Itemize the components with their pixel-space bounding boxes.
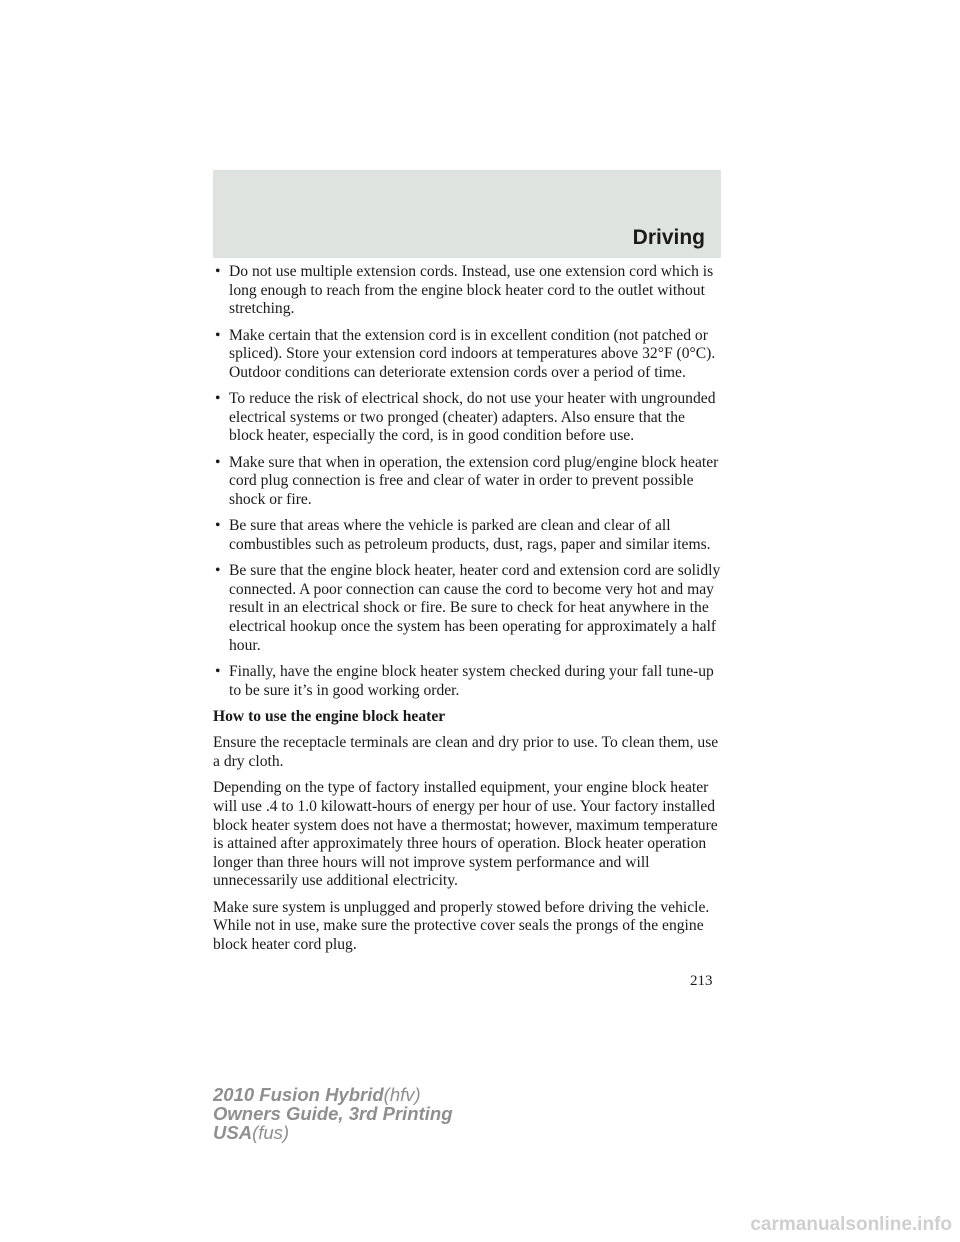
footer-guide: Owners Guide, 3rd Printing (213, 1103, 453, 1124)
footer-line-3 (213, 1123, 453, 1142)
section-title: Driving (632, 226, 705, 249)
footer-model: 2010 Fusion Hybrid (213, 1084, 384, 1105)
watermark: carmanualsonline.info (750, 1214, 952, 1235)
bullet-item: • Finally, have the engine block heater system checked during your fall tune-up to be sure it’s in good working order. (213, 663, 723, 700)
footer-line-2 (213, 1104, 453, 1123)
bullet-item: • To reduce the risk of electrical shock, do not use your heater with ungrounded electrical systems or two pronged (cheater) adapters. Also ensure that the block heater, especially the cord, is in good condition before use. (213, 390, 723, 446)
footer-line-1 (213, 1085, 453, 1104)
subheading: How to use the engine block heater (213, 708, 446, 726)
bullet-item: • Make certain that the extension cord is in excellent condition (not patched or spliced). Store your extension cord indoors at temperatures above 32°F (0°C). Outdoor conditions can deteriorate extension cords over a period of time. (213, 327, 723, 383)
page-content (213, 263, 723, 962)
bullet-item: • Be sure that the engine block heater, heater cord and extension cord are solidly connected. A poor connection can cause the cord to become very hot and may result in an electrical shock or fire. Be sure to check for heat anywhere in the electrical hookup once the system has been operating for approximately a half hour. (213, 562, 723, 655)
bullet-list (213, 263, 723, 700)
page-number: 213 (690, 973, 713, 989)
footer-market-code: (fus) (252, 1122, 290, 1143)
footer-model-code: (hfv) (383, 1084, 421, 1105)
paragraph: Depending on the type of factory installed equipment, your engine block heater will use .4 to 1.0 kilowatt-hours of energy per hour of use. Your factory installed block heater system does not have a thermostat; however, maximum temperature is attained after approximately three hours of operation. Block heater operation longer than three hours will not improve system performance and will unnecessarily use additional electricity. (213, 779, 718, 890)
footer (213, 1085, 453, 1142)
bullet-item: • Make sure that when in operation, the extension cord plug/engine block heater cord plug connection is free and clear of water in order to prevent possible shock or fire. (213, 454, 723, 510)
paragraph: Make sure system is unplugged and properly stowed before driving the vehicle. While not in use, make sure the protective cover seals the prongs of the engine block heater cord plug. (213, 898, 710, 953)
section-header-band (213, 170, 721, 258)
bullet-item: • Be sure that areas where the vehicle is parked are clean and clear of all combustibles such as petroleum products, dust, rags, paper and similar items. (213, 517, 723, 554)
footer-market: USA (213, 1122, 253, 1143)
paragraph: Ensure the receptacle terminals are clean and dry prior to use. To clean them, use a dry cloth. (213, 734, 719, 771)
bullet-item: • Do not use multiple extension cords. Instead, use one extension cord which is long enough to reach from the engine block heater cord to the outlet without stretching. (213, 263, 723, 319)
